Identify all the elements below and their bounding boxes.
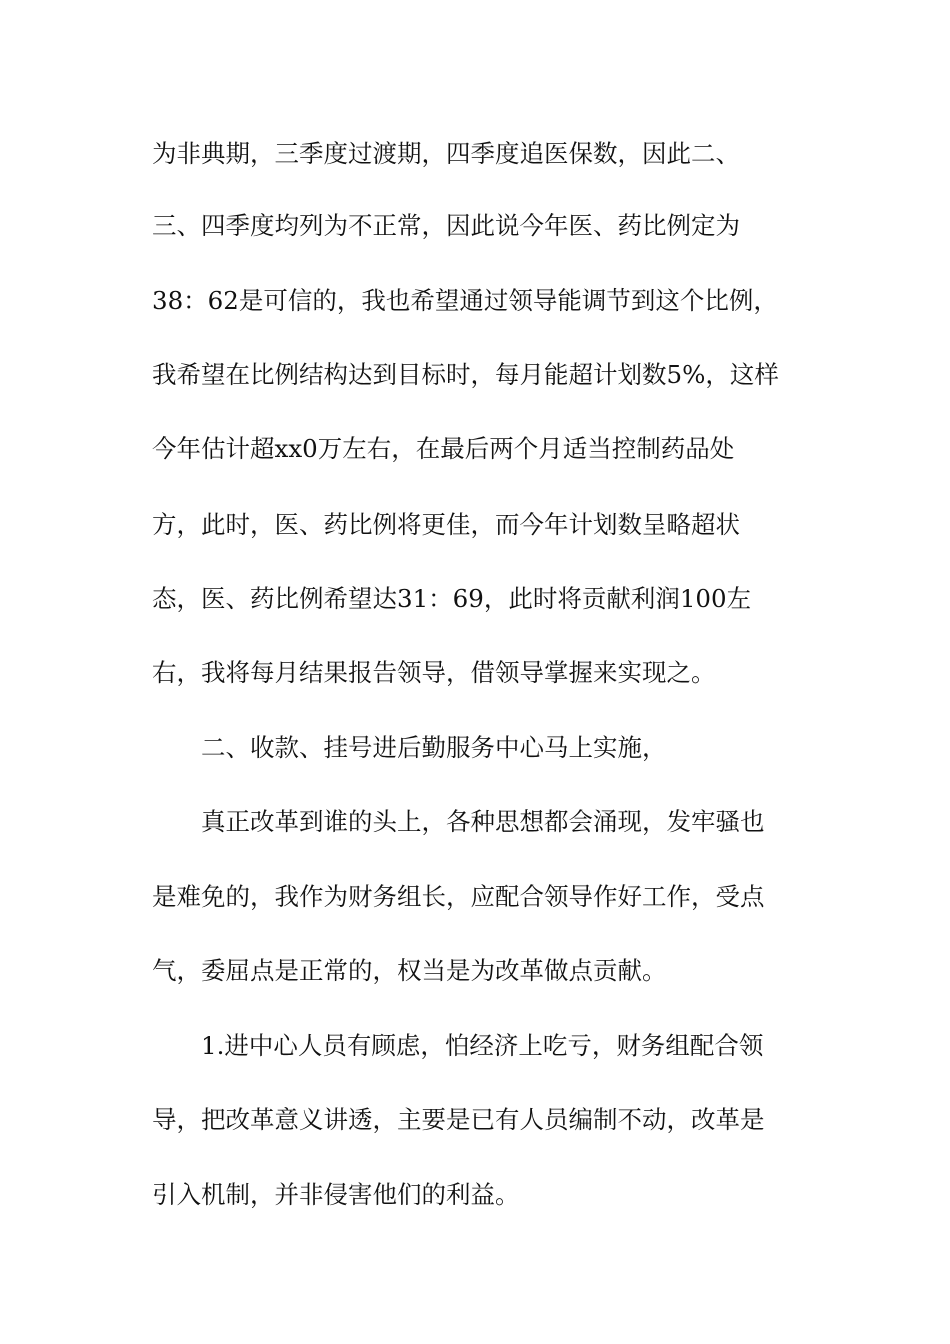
paragraph-line: 为非典期，三季度过渡期，四季度追医保数，因此二、 (152, 139, 740, 168)
paragraph-line: 引入机制，并非侵害他们的利益。 (152, 1180, 520, 1209)
paragraph-line: 方，此时，医、药比例将更佳，而今年计划数呈略超状 (152, 510, 740, 539)
paragraph-line: 导，把改革意义讲透，主要是已有人员编制不动，改革是 (152, 1105, 765, 1134)
paragraph-line: 38：62是可信的，我也希望通过领导能调节到这个比例， (152, 286, 778, 315)
paragraph-line: 今年估计超xx0万左右，在最后两个月适当控制药品处 (152, 434, 735, 463)
paragraph-line: 是难免的，我作为财务组长，应配合领导作好工作，受点 (152, 882, 765, 911)
section-heading: 二、收款、挂号进后勤服务中心马上实施， (201, 733, 667, 762)
paragraph-line: 右，我将每月结果报告领导，借领导掌握来实现之。 (152, 658, 716, 687)
paragraph-line: 我希望在比例结构达到目标时，每月能超计划数5%，这样 (152, 360, 779, 389)
paragraph-line: 三、四季度均列为不正常，因此说今年医、药比例定为 (152, 211, 740, 240)
paragraph-line: 态，医、药比例希望达31：69，此时将贡献利润100左 (152, 584, 752, 613)
paragraph-line: 气，委屈点是正常的，权当是为改革做点贡献。 (152, 956, 667, 985)
list-item-line: 1.进中心人员有顾虑，怕经济上吃亏，财务组配合领 (201, 1031, 764, 1060)
paragraph-line: 真正改革到谁的头上，各种思想都会涌现，发牢骚也 (201, 807, 765, 836)
